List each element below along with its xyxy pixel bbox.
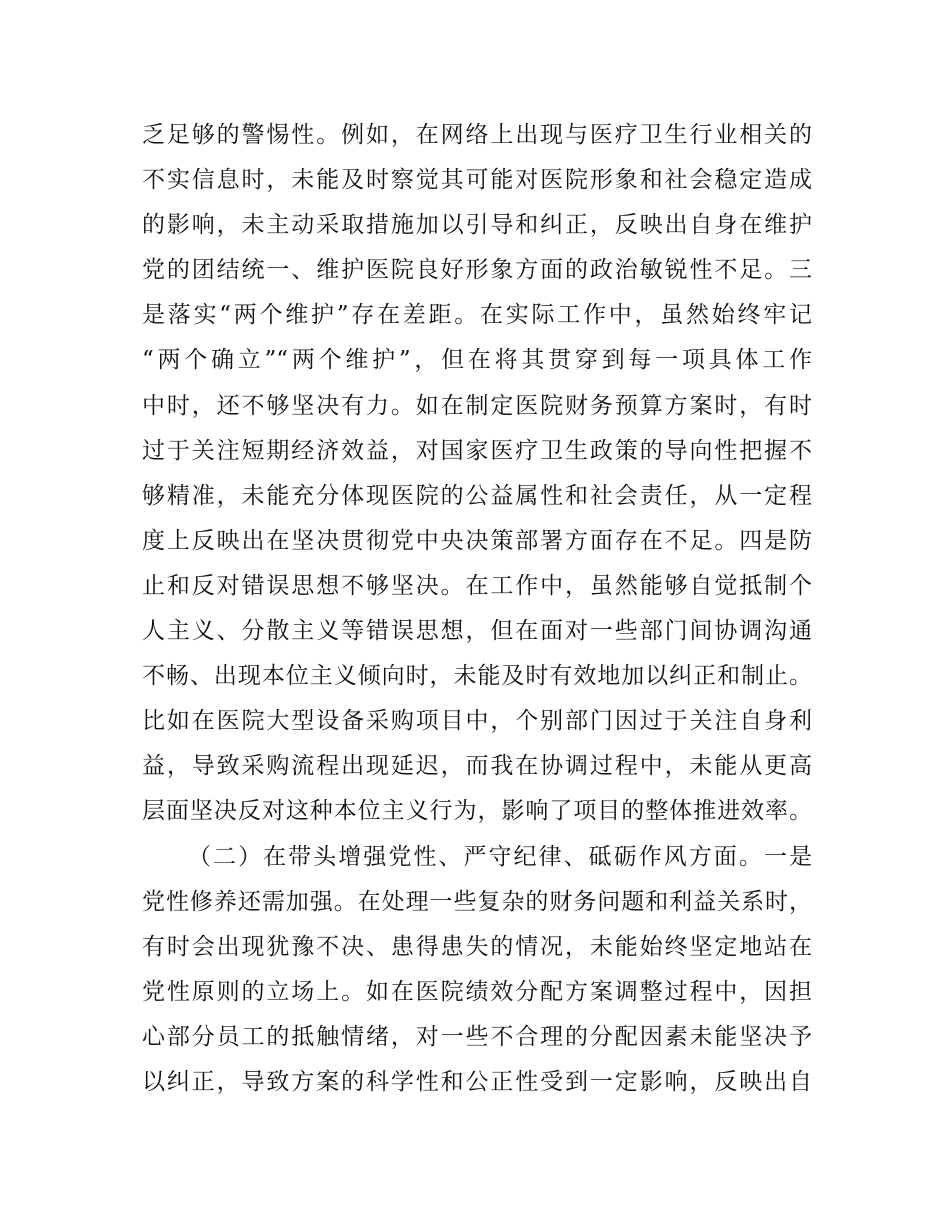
text-line: 以纠正，导致方案的科学性和公正性受到一定影响，反映出自 [142, 1068, 812, 1095]
text-line: 中时，还不够坚决有力。如在制定医院财务预算方案时，有时 [142, 392, 812, 419]
text-line: 心部分员工的抵触情绪，对一些不合理的分配因素未能坚决予 [142, 1023, 812, 1050]
text-line: 比如在医院大型设备采购项目中，个别部门因过于关注自身利 [142, 708, 812, 735]
text-line: 乏足够的警惕性。例如，在网络上出现与医疗卫生行业相关的 [142, 122, 812, 148]
paragraph-2 [142, 835, 812, 1106]
text-line: 是落实“两个维护”存在差距。在实际工作中，虽然始终牢记 [142, 302, 812, 329]
text-line: 党的团结统一、维护医院良好形象方面的政治敏锐性不足。三 [142, 257, 812, 284]
text-line: 有时会出现犹豫不决、患得患失的情况，未能始终坚定地站在 [142, 933, 812, 960]
text-line: “两个确立”“两个维护”，但在将其贯穿到每一项具体工作 [142, 347, 812, 374]
text-line: （二）在带头增强党性、严守纪律、砥砺作风方面。一是 [188, 843, 812, 870]
text-line: 党性修养还需加强。在处理一些复杂的财务问题和利益关系时， [142, 888, 812, 915]
text-line: 层面坚决反对这种本位主义行为，影响了项目的整体推进效率。 [142, 798, 812, 825]
paragraph-1 [142, 113, 812, 835]
text-line: 不实信息时，未能及时察觉其可能对医院形象和社会稳定造成 [142, 167, 812, 194]
text-line: 人主义、分散主义等错误思想，但在面对一些部门间协调沟通 [142, 618, 812, 645]
text-line: 党性原则的立场上。如在医院绩效分配方案调整过程中，因担 [142, 978, 812, 1005]
body-text [142, 113, 812, 1105]
text-line: 度上反映出在坚决贯彻党中央决策部署方面存在不足。四是防 [142, 527, 812, 554]
text-line: 过于关注短期经济效益，对国家医疗卫生政策的导向性把握不 [142, 437, 812, 464]
text-line: 益，导致采购流程出现延迟，而我在协调过程中，未能从更高 [142, 753, 812, 780]
text-line: 的影响，未主动采取措施加以引导和纠正，反映出自身在维护 [142, 212, 812, 239]
text-line: 不畅、出现本位主义倾向时，未能及时有效地加以纠正和制止。 [142, 663, 812, 690]
text-line: 够精准，未能充分体现医院的公益属性和社会责任，从一定程 [142, 482, 812, 509]
text-line: 止和反对错误思想不够坚决。在工作中，虽然能够自觉抵制个 [142, 572, 812, 599]
